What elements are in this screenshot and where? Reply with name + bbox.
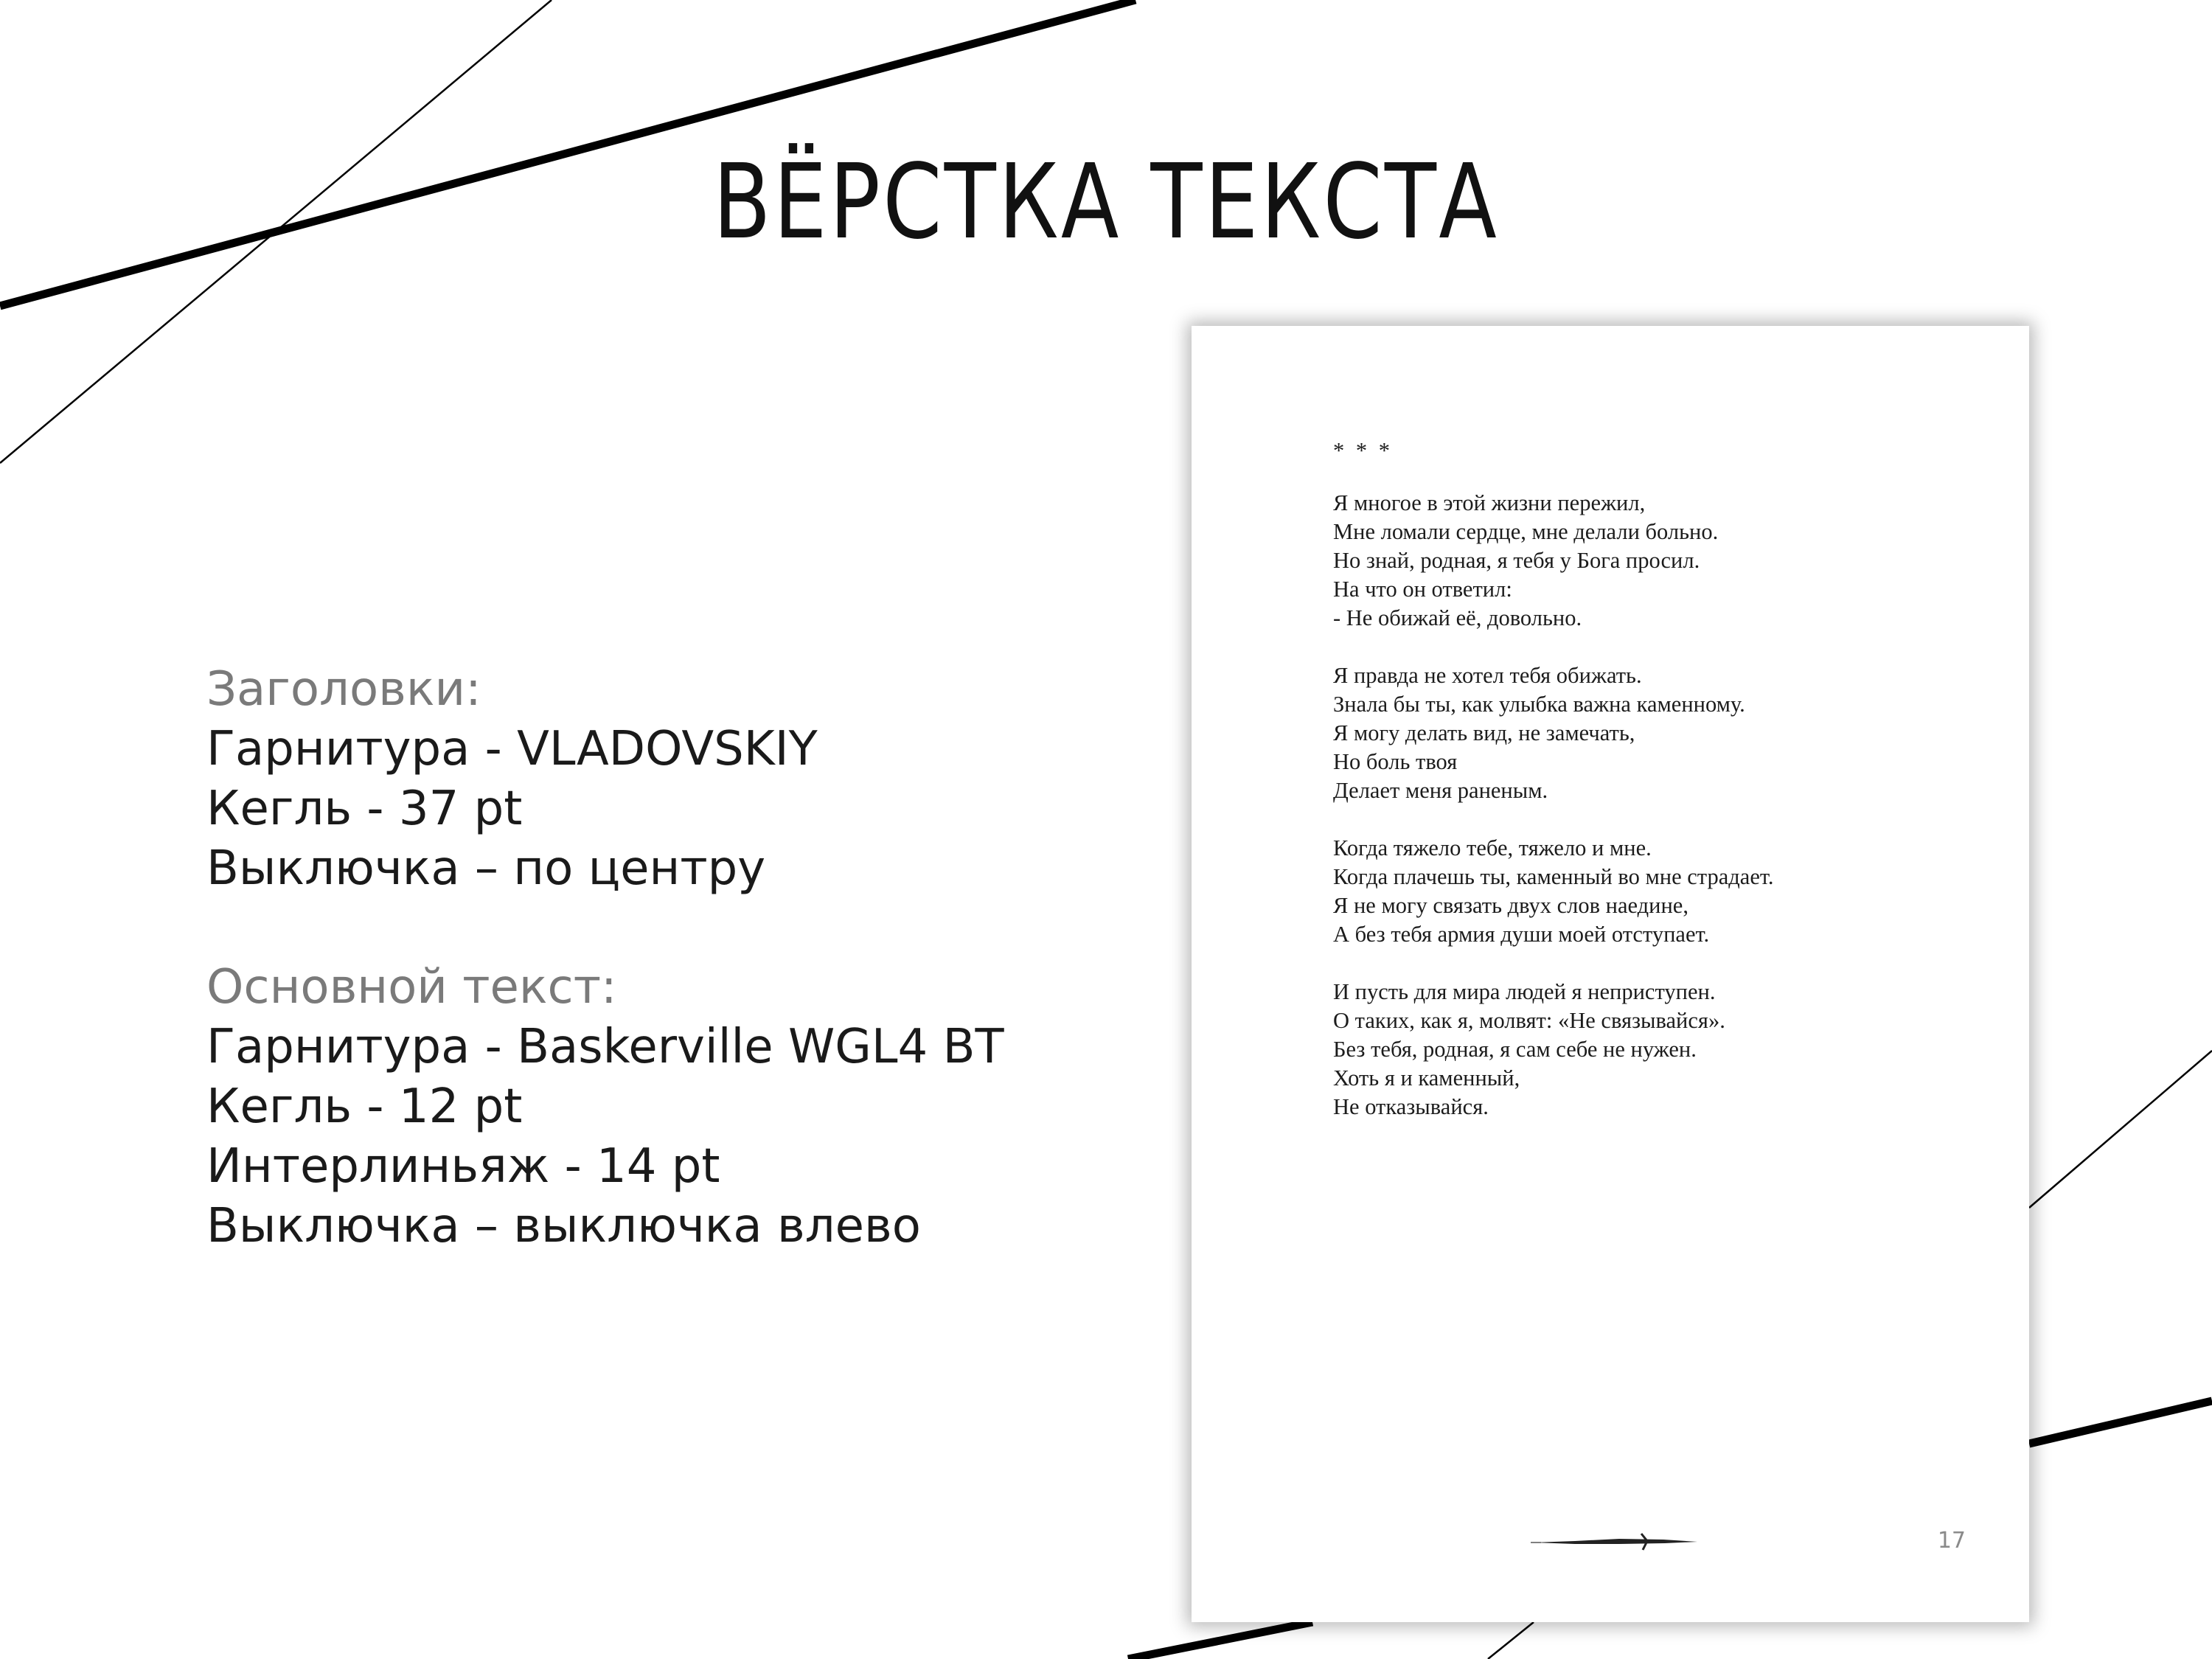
poem-line: Делает меня раненым.: [1333, 778, 1548, 803]
spec-group-headings: [206, 660, 1128, 899]
poem-line: Но боль твоя: [1333, 749, 1458, 774]
poem-line: А без тебя армия души моей отступает.: [1333, 922, 1710, 947]
poem-line: Не отказывайся.: [1333, 1094, 1489, 1119]
book-page-preview: [1192, 326, 2029, 1622]
poem: [1333, 437, 1997, 1150]
poem-line: Без тебя, родная, я сам себе не нужен.: [1333, 1037, 1697, 1062]
spec-heading: Заголовки:: [206, 662, 481, 717]
poem-line: Я многое в этой жизни пережил,: [1333, 490, 1646, 515]
poem-line: Но знай, родная, я тебя у Бога просил.: [1333, 548, 1700, 573]
stanza: [1333, 978, 1997, 1121]
typography-specs: [206, 660, 1128, 1315]
poem-line: - Не обижай её, довольно.: [1333, 605, 1582, 630]
poem-asterisks: * * *: [1333, 438, 1393, 463]
deco-line-thin-right: [2029, 1051, 2212, 1208]
poem-line: Я могу делать вид, не замечать,: [1333, 720, 1635, 745]
spec-group-body-text: [206, 958, 1128, 1256]
deco-line-thin-bottom: [1488, 1622, 1534, 1659]
poem-line: И пусть для мира людей я неприступен.: [1333, 979, 1716, 1004]
deco-line-thick-right: [2029, 1401, 2212, 1444]
spec-line: Гарнитура - Baskerville WGL4 BT: [206, 1020, 1004, 1074]
spec-line: Выключка – по центру: [206, 841, 766, 896]
spec-line: Кегль - 37 pt: [206, 782, 523, 836]
page-number: 17: [1937, 1528, 1966, 1554]
brush-stroke-ornament: [1531, 1531, 1700, 1551]
deco-line-thick-bottom: [1128, 1622, 1312, 1659]
spec-line: Выключка – выключка влево: [206, 1199, 921, 1253]
spec-line: Гарнитура - VLADOVSKIY: [206, 722, 818, 776]
poem-line: Мне ломали сердце, мне делали больно.: [1333, 519, 1719, 544]
stanza: [1333, 661, 1997, 805]
stanza: [1333, 834, 1997, 949]
poem-line: Я правда не хотел тебя обижать.: [1333, 663, 1642, 688]
poem-line: Знала бы ты, как улыбка важна каменному.: [1333, 692, 1745, 717]
stanza: [1333, 489, 1997, 633]
poem-line: Когда плачешь ты, каменный во мне страдает.: [1333, 864, 1774, 889]
spec-line: Интерлиньяж - 14 pt: [206, 1139, 720, 1194]
poem-line: О таких, как я, молвят: «Не связывайся».: [1333, 1008, 1725, 1033]
poem-line: На что он ответил:: [1333, 577, 1512, 602]
spec-line: Кегль - 12 pt: [206, 1079, 523, 1134]
slide-title: ВЁРСТКА ТЕКСТА: [712, 142, 1500, 262]
poem-line: Когда тяжело тебе, тяжело и мне.: [1333, 835, 1652, 860]
poem-line: Хоть я и каменный,: [1333, 1065, 1520, 1091]
spec-heading: Основной текст:: [206, 960, 617, 1015]
poem-line: Я не могу связать двух слов наедине,: [1333, 893, 1688, 918]
